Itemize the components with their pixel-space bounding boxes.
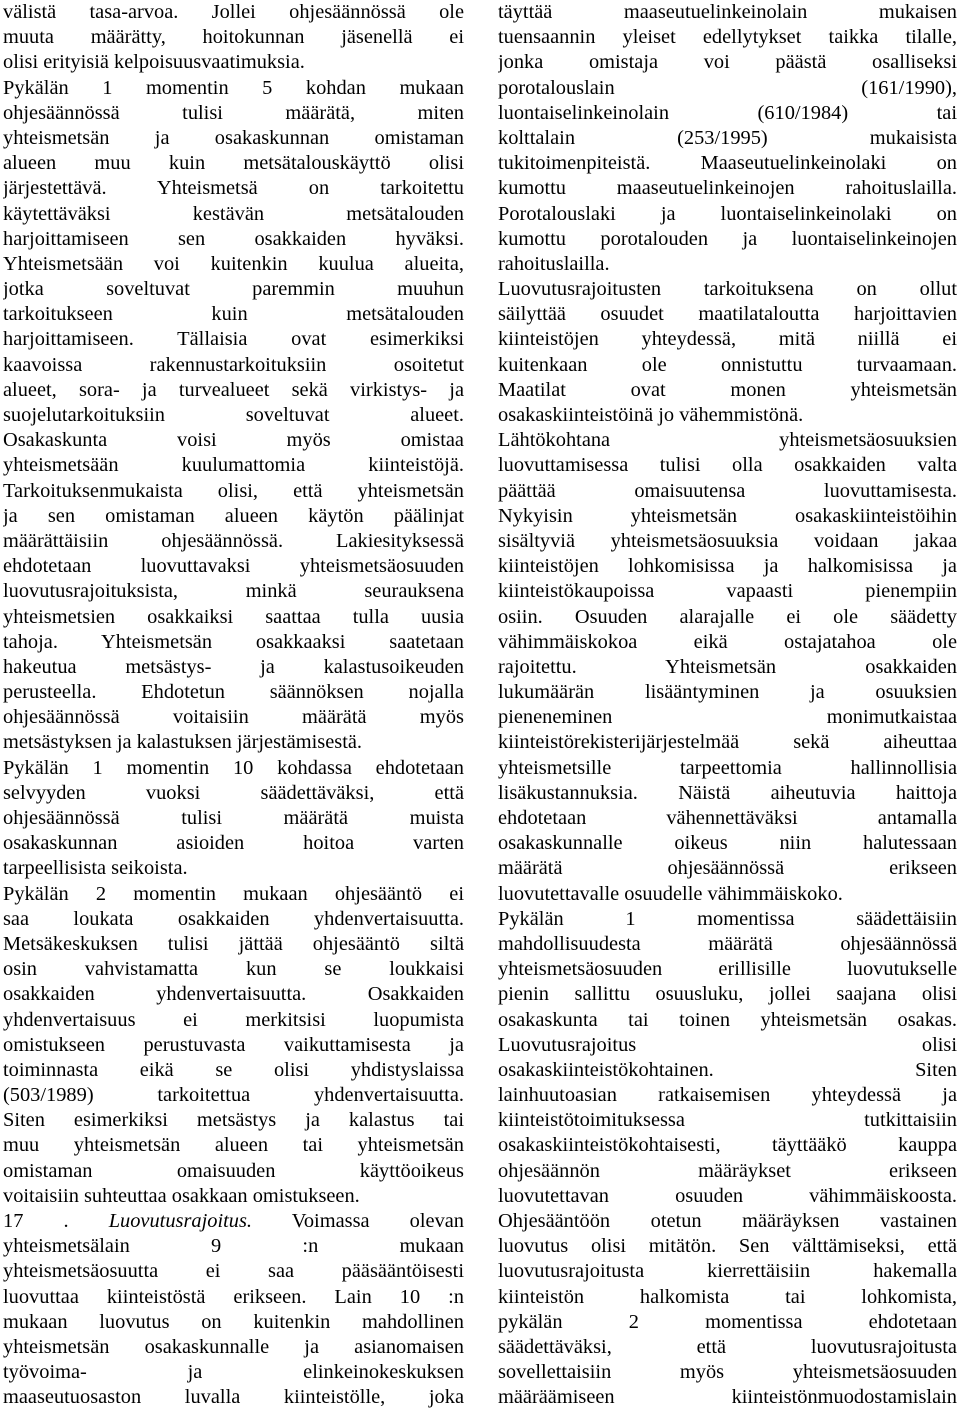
- text-line: luovuttaa kiinteistöstä erikseen. Lain 10 :n: [3, 1285, 464, 1308]
- text-line: yhteismetsäosuuden erillisille luovutukselle: [498, 958, 957, 981]
- section-heading: Luovutusrajoitus.: [108, 1210, 253, 1232]
- text-line: kiinteistöjen yhteydessä, mitä niillä ei: [498, 328, 957, 351]
- text-line: jotka soveltuvat paremmin muuhun: [3, 278, 464, 301]
- text-line: muuta määrätty, hoitokunnan jäsenellä ei: [3, 26, 464, 49]
- text-line: yhdenvertaisuus ei merkitsisi luopumista: [3, 1008, 464, 1031]
- text-line: maaseutuosaston luvalla kiinteistölle, joka: [3, 1386, 464, 1409]
- text-line: välistä tasa-arvoa. Jollei ohjesäännössä ole: [3, 1, 464, 23]
- text-line: yhteismetsään kuulumattomia kiinteistöjä.: [3, 454, 464, 477]
- text-line: suojelutarkoituksiin soveltuvat alueet.: [3, 404, 464, 426]
- text-line: säädettäväksi, että luovutusrajoitusta: [498, 1335, 957, 1358]
- text-line: kiinteistökaupoissa vapaasti pienempiin: [498, 580, 957, 603]
- text-line: kiinteistöjen lohkomisissa ja halkomisissa ja: [498, 555, 957, 578]
- text-line: yhteismetsän ja osakaskunnan omistaman: [3, 126, 464, 149]
- text-line: yhteismetsien osakkaiksi saattaa tulla uusia: [3, 605, 464, 628]
- text-line: Pykälän 1 momentin 10 kohdassa ehdotetaan: [3, 756, 464, 779]
- text-line: työvoima- ja elinkeinokeskuksen: [3, 1361, 464, 1384]
- text-line: omistaman omaisuuden käyttöoikeus: [3, 1159, 464, 1182]
- text-line: Luovutusrajoitusten tarkoituksena on ollut: [498, 278, 957, 301]
- text-line: järjestettävä. Yhteismetsä on tarkoitettu: [3, 177, 464, 200]
- text-line: selvyyden vuoksi säädettäväksi, että: [3, 781, 464, 804]
- text-line: osiin. Osuuden alarajalle ei ole säädetty: [498, 605, 957, 628]
- text-line: olisi erityisiä kelpoisuusvaatimuksia.: [3, 51, 305, 74]
- text-line: kuitenkaan ole onnistuttu turvaamaan.: [498, 353, 957, 376]
- text-line: Yhteismetsään voi kuitenkin kuulua alueita,: [3, 252, 464, 275]
- text-line: lisäkustannuksia. Näistä aiheutuvia haittoja: [498, 781, 957, 804]
- text-line: Luovutusrajoitus olisi: [498, 1033, 957, 1056]
- text-line: perusteella. Ehdotetun säännöksen nojalla: [3, 681, 464, 704]
- text-line: kumottu maaseutuelinkeinojen rahoituslailla.: [498, 177, 957, 200]
- text-line: vähimmäiskokoa eikä ostajatahoa ole: [498, 630, 957, 653]
- text-line: mahdollisuudesta määrätä ohjesäännössä: [498, 932, 957, 955]
- text-line: luovuttamisessa tulisi olla osakkaiden valta: [498, 454, 957, 477]
- text-line: muu yhteismetsän alueen tai yhteismetsän: [3, 1134, 464, 1157]
- text-line: ohjesäännössä voitaisiin määrätä myös: [3, 706, 464, 729]
- text-line: luovutusrajoituksista, minkä seurauksena: [3, 580, 464, 603]
- left-text-column: [3, 0, 464, 1411]
- text-line: Osakaskunta voisi myös omistaa: [3, 429, 464, 452]
- text-line: omistukseen perustuvasta vaikuttamisesta ja: [3, 1033, 464, 1056]
- text-line: pienin sallittu osuusluku, jollei saajana olisi: [498, 983, 957, 1006]
- text-line: jonka omistaja voi päästä osalliseksi: [498, 51, 957, 74]
- text-line: ehdotetaan luovuttavaksi yhteismetsäosuuden: [3, 555, 464, 578]
- text-line: Nykyisin yhteismetsän osakaskiinteistöihin: [498, 504, 957, 527]
- text-line: (503/1989) tarkoitettua yhdenvertaisuutta.: [3, 1084, 464, 1107]
- text-line: kumottu porotalouden ja luontaiselinkeinojen: [498, 227, 957, 250]
- text-line: toiminnasta eikä se olisi yhdistyslaissa: [3, 1058, 464, 1081]
- text-line: pieneneminen monimutkaistaa: [498, 706, 957, 729]
- text-line: lainhuutoasian ratkaisemisen yhteydessä ja: [498, 1084, 957, 1107]
- text-line: [3, 1209, 464, 1234]
- text-line: osakaskiinteistökohtaisesti, täyttääkö kauppa: [498, 1134, 957, 1157]
- text-line: luovutus olisi mitätön. Sen välttämiseksi, että: [498, 1235, 957, 1258]
- text-line: luovutettavalle osuudelle vähimmäiskoko.: [498, 882, 843, 905]
- text-line: Maatilat ovat monen yhteismetsän: [498, 378, 957, 401]
- right-text-column: [498, 0, 957, 1411]
- text-line: luovutusrajoitusta kierrettäisiin hakemalla: [498, 1260, 957, 1283]
- text-line: rajoitettu. Yhteismetsän osakkaiden: [498, 655, 957, 678]
- text-line: osin vahvistamatta kun se loukkaisi: [3, 958, 464, 981]
- text-line: tukitoimenpiteistä. Maaseutuelinkeinolaki on: [498, 152, 957, 175]
- text-line: porotalouslain (161/1990),: [498, 76, 957, 99]
- text-line: osakaskiinteistökohtainen. Siten: [498, 1058, 957, 1081]
- text-line: Pykälän 2 momentin mukaan ohjesääntö ei: [3, 882, 464, 905]
- text-line: luovutettavan osuuden vähimmäiskoosta.: [498, 1184, 957, 1207]
- text-line: määräämiseen kiinteistönmuodostamislain: [498, 1386, 957, 1409]
- text-line: ohjesäännössä tulisi määrätä, miten: [3, 101, 464, 124]
- text-line: säilyttää osuudet maatilataloutta harjoittavien: [498, 303, 957, 326]
- text-line: alueen muu kuin metsätalouskäyttö olisi: [3, 152, 464, 175]
- text-line: osakaskunnalle oikeus niin halutessaan: [498, 832, 957, 855]
- text-line: osakaskunta tai toinen yhteismetsän osakas.: [498, 1008, 957, 1031]
- text-line: alueet, sora- ja turvealueet sekä virkistys- ja: [3, 378, 464, 401]
- text-line: sovellettaisiin myös yhteismetsäosuuden: [498, 1361, 957, 1384]
- text-line: päättää omaisuutensa luovuttamisesta.: [498, 479, 957, 502]
- text-line-part: 17 .: [3, 1210, 109, 1232]
- text-line: metsästyksen ja kalastuksen järjestämisestä.: [3, 731, 363, 754]
- text-line: lukumäärän lisääntyminen ja osuuksien: [498, 681, 957, 704]
- text-line: osakaskunnan asioiden hoitoa varten: [3, 832, 464, 855]
- text-line: kolttalain (253/1995) mukaisista: [498, 126, 957, 149]
- text-line: voitaisiin suhteuttaa osakkaan omistukseen.: [3, 1184, 360, 1207]
- text-line: määrätä ohjesäännössä erikseen: [498, 857, 957, 880]
- text-line: Porotalouslaki ja luontaiselinkeinolaki on: [498, 202, 957, 225]
- text-line: yhteismetsäosuutta ei saa pääsääntöisesti: [3, 1260, 464, 1283]
- text-line: yhteismetsille tarpeettomia hallinnollisia: [498, 756, 957, 779]
- text-line: ohjesäännön määräykset erikseen: [498, 1159, 957, 1182]
- text-line: osakaskiinteistöinä jo vähemmistönä.: [498, 404, 804, 426]
- text-line: osakkaiden yhdenvertaisuutta. Osakkaiden: [3, 983, 464, 1006]
- text-line: Tarkoituksenmukaista olisi, että yhteismetsän: [3, 479, 464, 502]
- text-line: mukaan luovutus on kuitenkin mahdollinen: [3, 1310, 464, 1333]
- text-line: tahoja. Yhteismetsän osakkaaksi saatetaan: [3, 630, 464, 653]
- text-line: sisältyviä yhteismetsäosuuksia voidaan jakaa: [498, 529, 957, 552]
- text-line: saa loukata osakkaiden yhdenvertaisuutta.: [3, 907, 464, 930]
- text-line: tuensaannin yleiset edellytykset taikka tilalle,: [498, 26, 957, 49]
- text-line: Metsäkeskuksen tulisi jättää ohjesääntö siltä: [3, 932, 464, 955]
- text-line: määrättäisiin ohjesäännössä. Lakiesityksessä: [3, 529, 464, 552]
- text-line: ehdotetaan vähennettäväksi antamalla: [498, 807, 957, 829]
- text-line: rahoituslailla.: [498, 252, 610, 275]
- text-line: yhteismetsän osakaskunnalle ja asianomaisen: [3, 1335, 464, 1358]
- text-line: tarpeellisista seikoista.: [3, 857, 188, 880]
- text-line: kiinteistötoimituksessa tutkittaisiin: [498, 1109, 957, 1132]
- text-line: ohjesäännössä tulisi määrätä muista: [3, 807, 464, 829]
- text-line: kiinteistön halkomista tai lohkomista,: [498, 1285, 957, 1308]
- text-line: Pykälän 1 momentin 5 kohdan mukaan: [3, 76, 464, 99]
- text-line: Siten esimerkiksi metsästys ja kalastus tai: [3, 1109, 464, 1132]
- text-line: tarkoitukseen kuin metsätalouden: [3, 303, 464, 326]
- text-line: käytettäväksi kestävän metsätalouden: [3, 202, 464, 225]
- text-line: ja sen omistaman alueen käytön päälinjat: [3, 504, 464, 527]
- text-line: täyttää maaseutuelinkeinolain mukaisen: [498, 1, 957, 23]
- text-line: harjoittamiseen. Tällaisia ovat esimerkiksi: [3, 328, 464, 351]
- text-line: luontaiselinkeinolain (610/1984) tai: [498, 101, 957, 124]
- text-line: harjoittamiseen sen osakkaiden hyväksi.: [3, 227, 464, 250]
- text-line: hakeutua metsästys- ja kalastusoikeuden: [3, 655, 464, 678]
- text-line: pykälän 2 momentissa ehdotetaan: [498, 1310, 957, 1333]
- text-line: kaavoissa rakennustarkoituksiin osoitetut: [3, 353, 464, 376]
- text-line: Pykälän 1 momentissa säädettäisiin: [498, 907, 957, 930]
- text-line: yhteismetsälain 9 :n mukaan: [3, 1235, 464, 1258]
- text-line: Lähtökohtana yhteismetsäosuuksien: [498, 429, 957, 452]
- text-line: Ohjesääntöön otetun määräyksen vastainen: [498, 1210, 957, 1232]
- text-line: kiinteistörekisterijärjestelmää sekä aiheuttaa: [498, 731, 957, 754]
- text-line-part: Voimassa olevan: [252, 1210, 464, 1232]
